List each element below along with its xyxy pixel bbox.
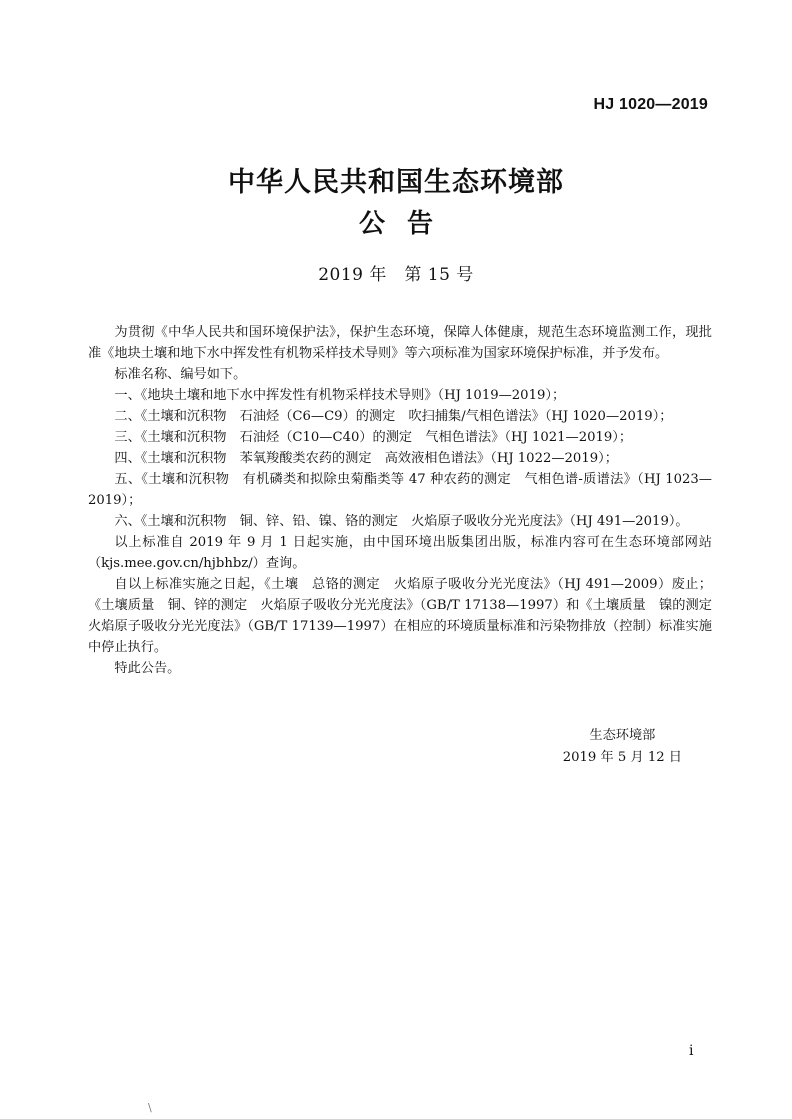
standard-item-3: 三、《土壤和沉积物 石油烃（C10—C40）的测定 气相色谱法》（HJ 1021—2019）； xyxy=(114,430,633,445)
issuer-name: 生态环境部 xyxy=(589,728,656,743)
issue-number: 2019 年 第 15 号 xyxy=(318,265,474,285)
scan-mark: \ xyxy=(148,1101,152,1114)
paragraph-implementation: 以上标准自 2019 年 9 月 1 日起实施，由中国环境出版集团出版，标准内容可在生态环境部网站（kjs.mee.gov.cn/hjbhbz/）查询。 xyxy=(88,535,712,571)
standard-item-6: 六、《土壤和沉积物 铜、锌、铅、镍、铬的测定 火焰原子吸收分光光度法》（HJ 491—2019）。 xyxy=(114,514,689,529)
announcement-title: 公告 xyxy=(358,209,455,239)
page-number: i xyxy=(689,1043,694,1059)
standard-item-5: 五、《土壤和沉积物 有机磷类和拟除虫菊酯类等 47 种农药的测定 气相色谱-质谱法》（HJ 1023—2019）； xyxy=(88,472,712,508)
standard-item-2: 二、《土壤和沉积物 石油烃（C6—C9）的测定 吹扫捕集/气相色谱法》（HJ 1020—2019）； xyxy=(114,409,673,424)
issue-date: 2019 年 5 月 12 日 xyxy=(562,750,682,765)
announcement-body xyxy=(88,322,726,679)
paragraph-closing: 特此公告。 xyxy=(114,661,181,676)
paragraph-intro: 为贯彻《中华人民共和国环境保护法》，保护生态环境，保障人体健康，规范生态环境监测工作，现批准《地块土壤和地下水中挥发性有机物采样技术导则》等六项标准为国家环境保护标准，并予发布。 xyxy=(88,325,712,361)
signature-block xyxy=(563,725,682,769)
ministry-title: 中华人民共和国生态环境部 xyxy=(228,167,564,198)
standard-item-4: 四、《土壤和沉积物 苯氧羧酸类农药的测定 高效液相色谱法》（HJ 1022—2019）； xyxy=(114,451,618,466)
paragraph-repeal: 自以上标准实施之日起，《土壤 总铬的测定 火焰原子吸收分光光度法》（HJ 491—2009）废止；《土壤质量 铜、锌的测定 火焰原子吸收分光光度法》（GB/T 17138—1997）和《土壤质量 镍的测定 火焰原子吸收分光光度法》（GB/T 17139—1997）在相应的环境质量标准和污染物排放（控制）标准实施中停止执行。 xyxy=(88,577,726,655)
standard-item-1: 一、《地块土壤和地下水中挥发性有机物采样技术导则》（HJ 1019—2019）； xyxy=(114,388,566,403)
paragraph-list-heading: 标准名称、编号如下。 xyxy=(114,367,247,382)
standard-code: HJ 1020—2019 xyxy=(593,96,708,113)
